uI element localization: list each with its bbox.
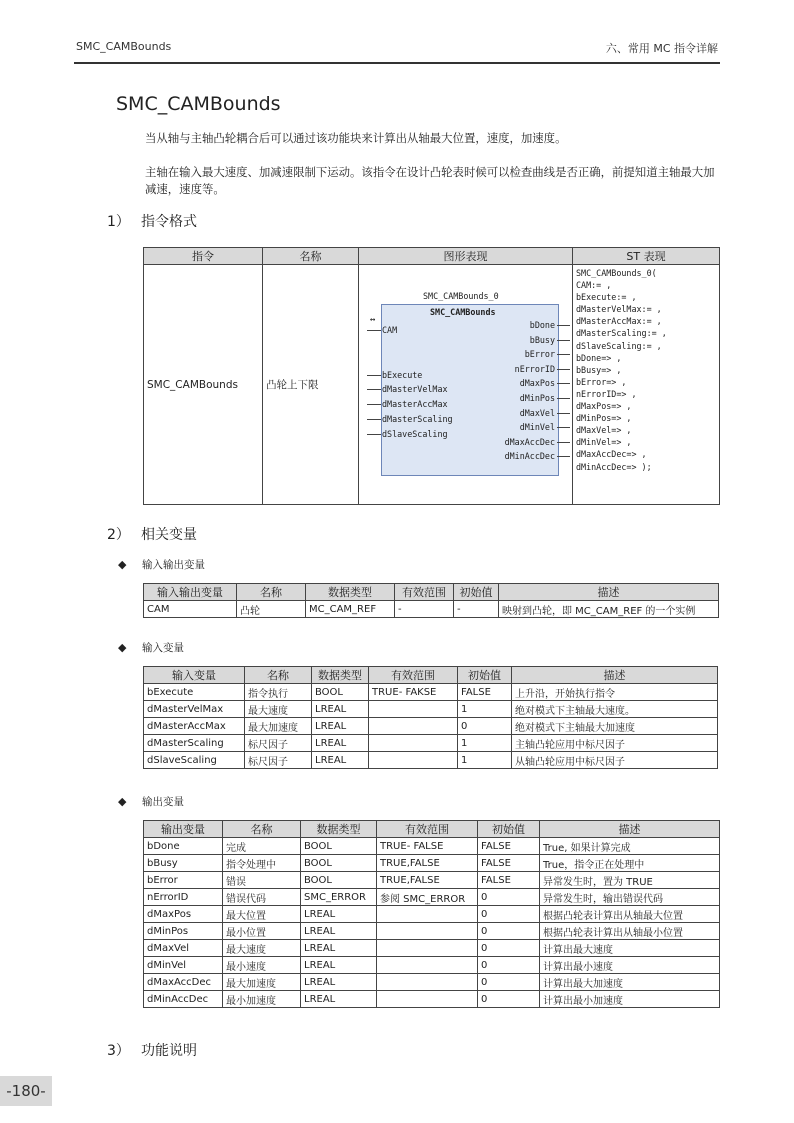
column-header: 初始值 xyxy=(478,821,540,838)
table-cell xyxy=(369,752,458,769)
table-row xyxy=(144,889,720,906)
table-row xyxy=(144,718,718,735)
column-header: 描述 xyxy=(499,584,719,601)
fb-input-pin: dMasterScaling xyxy=(382,414,453,424)
table-cell: BOOL xyxy=(312,684,369,701)
table-cell: LREAL xyxy=(301,906,377,923)
table-cell: LREAL xyxy=(301,923,377,940)
table-cell: 错误 xyxy=(223,872,301,889)
table-cell xyxy=(377,957,478,974)
table-cell: dMinVel xyxy=(144,957,223,974)
fb-input-wire xyxy=(367,404,381,405)
column-header: 名称 xyxy=(263,248,359,265)
fb-input-wire xyxy=(367,419,381,420)
st-code-line: nErrorID=> , xyxy=(576,388,637,399)
st-code-line: dMasterScaling:= , xyxy=(576,328,667,339)
fb-output-pin: bError xyxy=(524,349,555,360)
section-number: 1） xyxy=(107,214,130,230)
table-cell: FALSE xyxy=(478,872,540,889)
fb-output-pin: dMinVel xyxy=(519,422,555,433)
table-cell: 计算出最大加速度 xyxy=(540,974,720,991)
fb-output-pin: dMaxVel xyxy=(519,407,555,418)
table-cell: 最大速度 xyxy=(223,940,301,957)
st-code-line: dMasterVelMax:= , xyxy=(576,304,662,315)
table-row xyxy=(144,957,720,974)
table-cell: 错误代码 xyxy=(223,889,301,906)
output-variables-table xyxy=(143,820,720,1008)
table-cell: 计算出最大速度 xyxy=(540,940,720,957)
header-chapter: 六、常用 MC 指令详解 xyxy=(605,42,718,55)
column-header: 输出变量 xyxy=(144,821,223,838)
table-cell xyxy=(369,701,458,718)
table-cell: LREAL xyxy=(312,718,369,735)
st-code-line: bExecute:= , xyxy=(576,292,637,303)
section-number: 3） xyxy=(107,1043,130,1059)
table-cell xyxy=(377,974,478,991)
table-row xyxy=(144,974,720,991)
st-code-line: dMinPos=> , xyxy=(576,413,632,424)
inout-variables-table xyxy=(143,583,719,618)
table-cell: bExecute xyxy=(144,684,245,701)
st-code-line: dMaxVel=> , xyxy=(576,425,632,436)
fb-output-pin: bBusy xyxy=(529,334,555,345)
table-cell: 最小速度 xyxy=(223,957,301,974)
fb-input-wire xyxy=(367,330,381,331)
fb-output-pin: dMinPos xyxy=(519,393,555,403)
table-row xyxy=(144,752,718,769)
table-cell: dSlaveScaling xyxy=(144,752,245,769)
table-cell xyxy=(377,940,478,957)
fb-type-name: SMC_CAMBounds xyxy=(430,307,496,317)
fb-output-wire xyxy=(557,325,570,326)
table-cell: 异常发生时，置为 TRUE xyxy=(540,872,720,889)
column-header: 有效范围 xyxy=(377,821,478,838)
column-header: 数据类型 xyxy=(301,821,377,838)
table-cell: 1 xyxy=(458,701,512,718)
table-cell: 最大加速度 xyxy=(223,974,301,991)
fb-output-pin: dMaxPos xyxy=(519,378,555,389)
st-code-line: dMaxPos=> , xyxy=(576,401,632,412)
instruction-name-cell: SMC_CAMBounds xyxy=(144,265,263,505)
column-header: ST 表现 xyxy=(573,248,720,265)
table-row xyxy=(144,906,720,923)
table-cell: 计算出最小速度 xyxy=(540,957,720,974)
table-cell: FALSE xyxy=(478,838,540,855)
table-cell: LREAL xyxy=(301,974,377,991)
table-cell: 参阅 SMC_ERROR xyxy=(377,889,478,906)
table-cell: 最小加速度 xyxy=(223,991,301,1008)
fb-output-wire xyxy=(557,369,570,370)
table-cell: 标尺因子 xyxy=(245,752,312,769)
fb-input-wire xyxy=(367,375,381,376)
table-cell: 主轴凸轮应用中标尺因子 xyxy=(512,735,718,752)
page-number: -180- xyxy=(0,1076,52,1106)
st-code-line: SMC_CAMBounds_0( xyxy=(576,268,657,278)
table-cell: LREAL xyxy=(312,752,369,769)
table-cell: 上升沿，开始执行指令 xyxy=(512,684,718,701)
diamond-bullet-icon: ◆ xyxy=(118,795,127,808)
table-cell xyxy=(369,735,458,752)
table-cell: 最大速度 xyxy=(245,701,312,718)
table-cell: - xyxy=(454,601,499,618)
column-header: 描述 xyxy=(512,667,718,684)
bullet-output-vars xyxy=(118,794,184,809)
table-cell: 0 xyxy=(478,889,540,906)
fb-output-pin: dMinAccDec xyxy=(504,451,555,462)
fb-instance-name: SMC_CAMBounds_0 xyxy=(423,291,499,301)
fb-output-wire xyxy=(557,427,570,428)
bullet-label: 输入输出变量 xyxy=(142,559,205,571)
st-code-line: bDone=> , xyxy=(576,352,622,363)
fb-output-wire xyxy=(557,340,570,341)
st-code-line: dMasterAccMax:= , xyxy=(576,316,662,327)
column-header: 输入变量 xyxy=(144,667,245,684)
table-cell: 完成 xyxy=(223,838,301,855)
bullet-label: 输入变量 xyxy=(142,642,184,654)
st-code-line: dMinVel=> , xyxy=(576,437,632,448)
table-cell: BOOL xyxy=(301,855,377,872)
table-cell: 最大加速度 xyxy=(245,718,312,735)
st-code-line: dSlaveScaling:= , xyxy=(576,340,662,351)
table-row xyxy=(144,991,720,1008)
fb-input-pin: dMasterVelMax xyxy=(382,384,448,394)
header-doc-name: SMC_CAMBounds xyxy=(76,40,172,53)
column-header: 有效范围 xyxy=(395,584,454,601)
table-cell: 映射到凸轮，即 MC_CAM_REF 的一个实例 xyxy=(499,601,719,618)
section-label: 功能说明 xyxy=(141,1043,197,1059)
table-row xyxy=(144,855,720,872)
intro-paragraph-1: 当从轴与主轴凸轮耦合后可以通过该功能块来计算出从轴最大位置，速度，加速度。 xyxy=(145,131,567,145)
diamond-bullet-icon: ◆ xyxy=(118,641,127,654)
table-cell: 1 xyxy=(458,735,512,752)
fb-input-pin: CAM xyxy=(382,325,398,335)
table-cell: 0 xyxy=(478,974,540,991)
instruction-label-cell: 凸轮上下限 xyxy=(263,265,359,505)
bullet-label: 输出变量 xyxy=(142,796,184,808)
column-header: 初始值 xyxy=(454,584,499,601)
table-cell: dMaxAccDec xyxy=(144,974,223,991)
fb-output-wire xyxy=(557,456,570,457)
table-cell: TRUE,FALSE xyxy=(377,855,478,872)
column-header: 有效范围 xyxy=(369,667,458,684)
column-header: 输入输出变量 xyxy=(144,584,237,601)
diamond-bullet-icon: ◆ xyxy=(118,558,127,571)
table-cell: 0 xyxy=(478,923,540,940)
table-cell: bDone xyxy=(144,838,223,855)
section-label: 相关变量 xyxy=(141,527,197,543)
table-row xyxy=(144,872,720,889)
table-cell: 绝对模式下主轴最大加速度 xyxy=(512,718,718,735)
table-cell: TRUE- FALSE xyxy=(377,838,478,855)
column-header: 初始值 xyxy=(458,667,512,684)
table-cell: 最小位置 xyxy=(223,923,301,940)
table-cell: 0 xyxy=(478,940,540,957)
table-cell: BOOL xyxy=(301,872,377,889)
column-header: 名称 xyxy=(245,667,312,684)
table-cell: 指令处理中 xyxy=(223,855,301,872)
section-1-heading xyxy=(107,211,197,231)
bullet-input-vars xyxy=(118,640,184,655)
st-code-line: bError=> , xyxy=(576,376,627,387)
table-cell xyxy=(377,991,478,1008)
fb-output-pin: nErrorID xyxy=(514,363,555,374)
table-cell: LREAL xyxy=(301,957,377,974)
table-row xyxy=(144,923,720,940)
table-row xyxy=(144,684,718,701)
table-row xyxy=(144,701,718,718)
table-cell: 1 xyxy=(458,752,512,769)
table-cell: BOOL xyxy=(301,838,377,855)
fb-output-pin: bDone xyxy=(529,320,555,330)
table-row xyxy=(144,838,720,855)
st-code-line: dMinAccDec=> ); xyxy=(576,461,652,472)
fb-input-wire xyxy=(367,389,381,390)
page-title: SMC_CAMBounds xyxy=(116,93,281,115)
fb-output-wire xyxy=(557,398,570,399)
table-row xyxy=(144,735,718,752)
column-header: 名称 xyxy=(223,821,301,838)
table-cell: dMasterAccMax xyxy=(144,718,245,735)
table-cell: nErrorID xyxy=(144,889,223,906)
table-cell: 0 xyxy=(478,957,540,974)
table-cell: 从轴凸轮应用中标尺因子 xyxy=(512,752,718,769)
table-cell: bBusy xyxy=(144,855,223,872)
column-header: 指令 xyxy=(144,248,263,265)
table-cell: 0 xyxy=(458,718,512,735)
column-header: 数据类型 xyxy=(306,584,395,601)
table-cell: LREAL xyxy=(301,991,377,1008)
table-cell: TRUE- FAKSE xyxy=(369,684,458,701)
table-cell: dMaxVel xyxy=(144,940,223,957)
section-3-heading xyxy=(107,1040,197,1060)
bullet-inout-vars xyxy=(118,557,205,572)
table-cell: dMinAccDec xyxy=(144,991,223,1008)
table-cell: 异常发生时，输出错误代码 xyxy=(540,889,720,906)
section-2-heading xyxy=(107,524,197,544)
table-cell: 0 xyxy=(478,906,540,923)
fb-output-wire xyxy=(557,442,570,443)
st-code-line: dMaxAccDec=> , xyxy=(576,449,647,460)
table-cell: 根据凸轮表计算出从轴最小位置 xyxy=(540,923,720,940)
table-cell: SMC_ERROR xyxy=(301,889,377,906)
section-label: 指令格式 xyxy=(141,214,197,230)
table-cell: TRUE,FALSE xyxy=(377,872,478,889)
table-cell: True, 如果计算完成 xyxy=(540,838,720,855)
fb-input-pin: bExecute xyxy=(382,370,423,380)
table-cell xyxy=(377,923,478,940)
table-cell: dMinPos xyxy=(144,923,223,940)
table-cell xyxy=(369,718,458,735)
table-cell: 计算出最小加速度 xyxy=(540,991,720,1008)
table-cell: 指令执行 xyxy=(245,684,312,701)
st-code-line: CAM:= , xyxy=(576,280,612,291)
fb-output-wire xyxy=(557,413,570,414)
table-cell: True，指令正在处理中 xyxy=(540,855,720,872)
column-header: 图形表现 xyxy=(359,248,573,265)
table-cell: LREAL xyxy=(312,701,369,718)
table-cell: 最大位置 xyxy=(223,906,301,923)
table-cell: 根据凸轮表计算出从轴最大位置 xyxy=(540,906,720,923)
table-cell: dMasterVelMax xyxy=(144,701,245,718)
column-header: 名称 xyxy=(237,584,306,601)
table-cell: dMasterScaling xyxy=(144,735,245,752)
fb-output-pin: dMaxAccDec xyxy=(504,436,555,447)
table-cell xyxy=(377,906,478,923)
column-header: 数据类型 xyxy=(312,667,369,684)
table-cell: LREAL xyxy=(301,940,377,957)
table-cell: LREAL xyxy=(312,735,369,752)
fb-input-pin: dSlaveScaling xyxy=(382,429,448,439)
table-cell: 凸轮 xyxy=(237,601,306,618)
st-code-cell xyxy=(573,265,720,505)
header-rule xyxy=(74,62,720,64)
section-number: 2） xyxy=(107,527,130,543)
fb-output-wire xyxy=(557,383,570,384)
intro-paragraph-2: 主轴在输入最大速度、加减速限制下运动。该指令在设计凸轮表时候可以检查曲线是否正确，前提知道主轴最大加减速，速度等。 xyxy=(145,165,715,196)
table-cell: CAM xyxy=(144,601,237,618)
column-header: 描述 xyxy=(540,821,720,838)
table-cell: FALSE xyxy=(478,855,540,872)
table-cell: FALSE xyxy=(458,684,512,701)
st-code-line: bBusy=> , xyxy=(576,364,622,375)
table-cell: 绝对模式下主轴最大速度。 xyxy=(512,701,718,718)
table-row xyxy=(144,601,719,618)
input-variables-table xyxy=(143,666,718,769)
table-cell: 标尺因子 xyxy=(245,735,312,752)
table-cell: - xyxy=(395,601,454,618)
fb-output-wire xyxy=(557,354,570,355)
fb-input-wire xyxy=(367,434,381,435)
table-cell: MC_CAM_REF xyxy=(306,601,395,618)
inout-arrow-icon: ↔ xyxy=(370,315,376,325)
table-row xyxy=(144,940,720,957)
table-cell: 0 xyxy=(478,991,540,1008)
table-cell: bError xyxy=(144,872,223,889)
fb-input-pin: dMasterAccMax xyxy=(382,399,448,409)
table-cell: dMaxPos xyxy=(144,906,223,923)
